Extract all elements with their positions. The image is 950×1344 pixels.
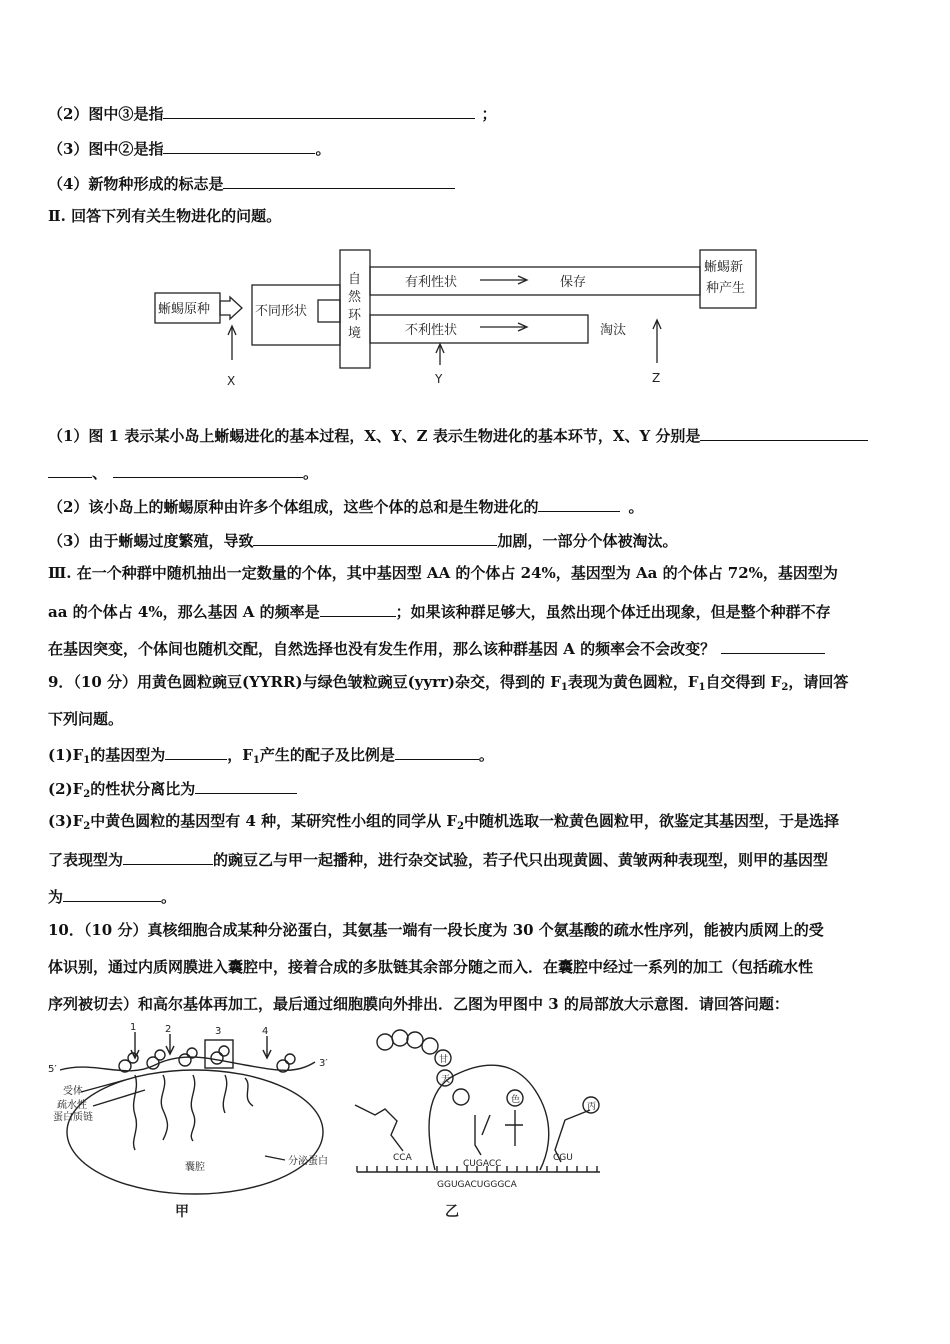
svg-text:1: 1: [130, 1022, 137, 1033]
answer-blank[interactable]: [320, 600, 396, 617]
svg-text:CGU: CGU: [553, 1153, 573, 1163]
svg-text:丙: 丙: [587, 1102, 597, 1112]
q3-line: （3）图中②是指 。: [48, 137, 330, 159]
mrna-sequence: GGUGACUGGGCA: [437, 1180, 517, 1190]
svg-text:3′: 3′: [319, 1058, 328, 1069]
bad-trait-label: 不利性状: [405, 323, 458, 338]
sec3-line3: 在基因突变，个体间也随机交配，自然选择也没有发生作用，那么该种群基因 A 的频率会不会改变？: [48, 637, 825, 659]
z-label: Z: [652, 371, 661, 385]
keep-label: 保存: [560, 275, 587, 290]
answer-blank[interactable]: [163, 102, 475, 119]
er-cavity: [67, 1070, 323, 1194]
answer-blank[interactable]: [63, 885, 161, 902]
q9-sub3-line2: 了表现型为 的豌豆乙与甲一起播种，进行杂交试验，若子代只出现黄圆、黄皱两种表现型，则甲的基因型: [48, 848, 828, 870]
origin-label: 蜥蜴原种: [158, 302, 211, 317]
eliminate-label: 淘汰: [600, 323, 627, 338]
answer-blank[interactable]: [165, 743, 227, 760]
svg-text:种产生: 种产生: [706, 281, 746, 296]
figure-yi-caption: 乙: [445, 1204, 459, 1220]
svg-text:甘: 甘: [439, 1055, 449, 1065]
svg-text:蛋白质链: 蛋白质链: [53, 1112, 93, 1123]
receptor-label: 受体: [63, 1086, 83, 1097]
new-species-label: 蜥蜴新: [704, 260, 744, 275]
good-trait-label: 有利性状: [405, 275, 458, 290]
svg-text:3: 3: [215, 1026, 222, 1037]
hollow-arrow: [220, 297, 242, 319]
svg-text:5′: 5′: [48, 1064, 57, 1075]
answer-blank[interactable]: [113, 461, 303, 478]
bad-trait-channel: [370, 315, 588, 343]
sec2-q2-line: （2）该小岛上的蜥蜴原种由许多个体组成，这些个体的总和是生物进化的 。: [48, 495, 643, 517]
answer-blank[interactable]: [223, 172, 455, 189]
figure-jia-caption: 甲: [175, 1204, 189, 1220]
answer-blank[interactable]: [721, 637, 825, 654]
sec2-q1-line1: （1）图 1 表示某小岛上蜥蜴进化的基本过程，X、Y、Z 表示生物进化的基本环节，X、Y 分别是: [48, 424, 868, 446]
section-2-heading: Ⅱ. 回答下列有关生物进化的问题。: [48, 207, 282, 225]
answer-blank[interactable]: [48, 461, 92, 478]
svg-text:CUGACC: CUGACC: [463, 1159, 502, 1169]
x-label: X: [227, 374, 236, 388]
traits-label: 不同形状: [255, 304, 308, 319]
hydrophobic-label: 疏水性: [57, 1100, 87, 1111]
sec3-line2: aa 的个体占 4%，那么基因 A 的频率是 ；如果该种群足够大，虽然出现个体迁出现象，但是整个种群不存: [48, 600, 831, 622]
q9-line1: 9．（10 分）用黄色圆粒豌豆(YYRR)与绿色皱粒豌豆(yyrr)杂交，得到的 $F_1$表现为黄色圆粒，$F_1$自交得到 $F_2$，请回答: [48, 673, 849, 693]
q2-line: （2）图中③是指 ；: [48, 102, 496, 124]
sec2-q1-line2: 、 。: [48, 461, 318, 483]
answer-blank[interactable]: [395, 743, 479, 760]
lizard-evolution-diagram: [150, 245, 770, 395]
svg-text:4: 4: [262, 1026, 269, 1037]
q9-sub3-line3: 为 。: [48, 885, 176, 907]
sec2-q3-line: （3）由于蜥蜴过度繁殖，导致 加剧，一部分个体被淘汰。: [48, 529, 677, 551]
svg-text:然: 然: [348, 290, 362, 305]
new-species-box: [700, 250, 756, 308]
svg-text:色: 色: [511, 1095, 521, 1105]
answer-blank[interactable]: [538, 495, 620, 512]
svg-text:境: 境: [348, 326, 362, 341]
svg-text:自: 自: [348, 272, 362, 287]
answer-blank[interactable]: [253, 529, 497, 546]
y-label: Y: [435, 372, 443, 386]
q10-line3: 序列被切去）和高尔基体再加工，最后通过细胞膜向外排出．乙图为甲图中 3 的局部放大示意图．请回答问题：: [48, 995, 789, 1013]
answer-blank[interactable]: [195, 777, 297, 794]
q9-sub3-line1: $(3)F_2$中黄色圆粒的基因型有 4 种，某研究性小组的同学从 $F_2$中随机选取一粒黄色圆粒甲，欲鉴定其基因型，于是选择: [48, 812, 839, 832]
q10-line1: 10．（10 分）真核细胞合成某种分泌蛋白，其氨基一端有一段长度为 30 个氨基酸的疏水性序列，能被内质网上的受: [48, 921, 824, 939]
protein-synthesis-diagram: [45, 1020, 615, 1220]
svg-text:环: 环: [348, 308, 362, 323]
svg-text:2: 2: [165, 1024, 172, 1035]
svg-text:天: 天: [441, 1075, 451, 1085]
q9-line2: 下列问题。: [48, 710, 124, 728]
answer-blank[interactable]: [163, 137, 315, 154]
q4-line: （4）新物种形成的标志是: [48, 172, 455, 194]
secreted-protein-label: 分泌蛋白: [288, 1156, 328, 1167]
sec3-line1: Ⅲ. 在一个种群中随机抽出一定数量的个体，其中基因型 AA 的个体占 24%，基因型为 Aa 的个体占 72%，基因型为: [48, 564, 838, 582]
answer-blank[interactable]: [700, 424, 868, 441]
q10-line2: 体识别，通过内质网膜进入囊腔中，接着合成的多肽链其余部分随之而入．在囊腔中经过一系列的加工（包括疏水性: [48, 958, 814, 976]
q9-sub2-line: $(2)F_2$的性状分离比为: [48, 777, 297, 799]
q9-sub1-line: $(1)F_1$的基因型为 ，$F_1$产生的配子及比例是 。: [48, 743, 494, 765]
cavity-label: 囊腔: [185, 1162, 205, 1173]
svg-text:CCA: CCA: [393, 1153, 412, 1163]
answer-blank[interactable]: [123, 848, 213, 865]
